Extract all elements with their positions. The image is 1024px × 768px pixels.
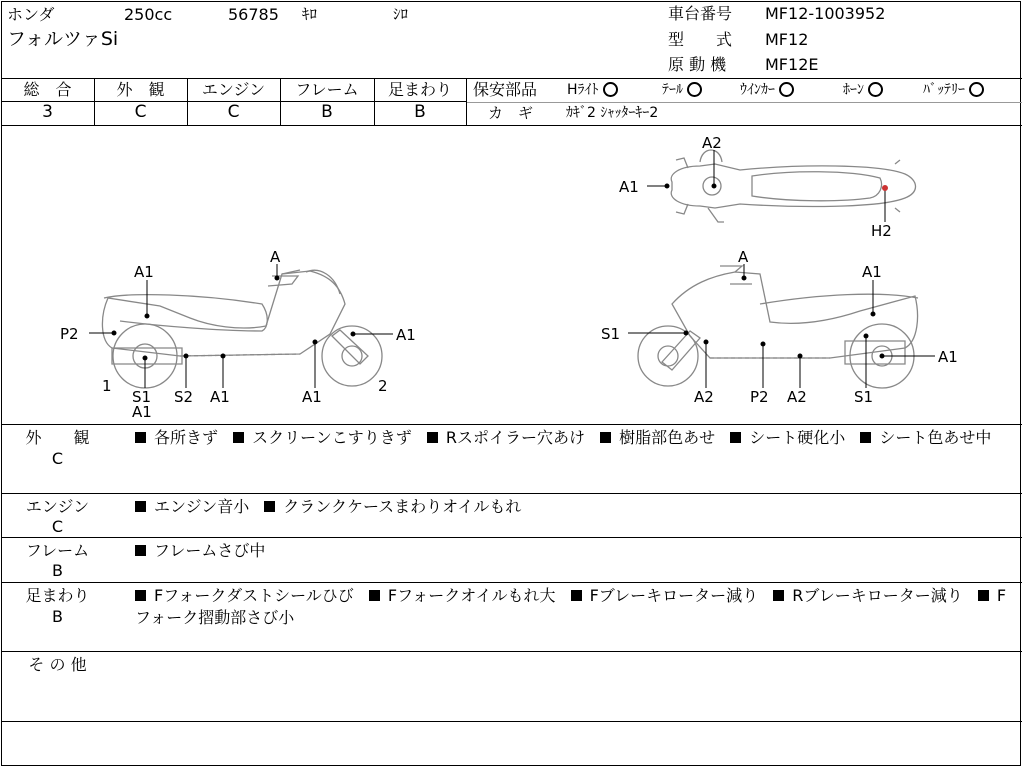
- rule-remark-5: [1, 721, 1022, 722]
- ok-circle-icon: [868, 82, 883, 97]
- rule-safety-mid: [467, 102, 1022, 103]
- mark-right-p2: P2: [750, 388, 769, 406]
- mark-top-a1: A1: [619, 178, 639, 196]
- mark-right-s1-front: S1: [601, 325, 621, 343]
- bullet-square-icon: [571, 590, 582, 601]
- bullet-square-icon: [730, 432, 741, 443]
- motorcycle-top-view: [671, 150, 915, 222]
- mark-left-s1: S1: [132, 388, 152, 406]
- safety-item-battery: [923, 82, 984, 97]
- remark-item-text: シート硬化小: [749, 428, 846, 447]
- bullet-square-icon: [773, 590, 784, 601]
- mark-left-a1-bottom: A1: [132, 403, 152, 421]
- remark-label-other: そ の 他: [28, 655, 87, 674]
- mark-left-p2: P2: [60, 325, 79, 343]
- mileage-value: 56785: [228, 5, 279, 24]
- safety-label: 保安部品: [473, 80, 538, 99]
- type-value: MF12: [765, 30, 809, 49]
- grade-value-engine: C: [227, 102, 240, 122]
- remark-list-engine: [135, 496, 1015, 518]
- bullet-square-icon: [600, 432, 611, 443]
- mark-top-h2: H2: [871, 222, 892, 240]
- ok-circle-icon: [687, 82, 702, 97]
- frame-no: MF12-1003952: [765, 4, 886, 23]
- remark-item: [135, 428, 218, 447]
- mark-right-a2-a: A2: [694, 388, 714, 406]
- remark-item: [264, 497, 521, 516]
- damage-labels: [60, 134, 958, 421]
- color: ｼﾛ: [393, 5, 409, 23]
- remark-item-text: Fフォークオイルもれ大: [387, 586, 556, 605]
- grade-label-exterior: 外 観: [116, 80, 165, 99]
- safety-item-winker: [740, 82, 794, 97]
- remark-grade-exterior: C: [51, 449, 64, 468]
- remark-item: [571, 586, 759, 605]
- displacement: 250cc: [124, 5, 173, 24]
- grade-value-suspension: B: [414, 102, 426, 122]
- rule-remark-2: [1, 537, 1022, 538]
- mark-left-a1-cover: A1: [302, 388, 322, 406]
- remark-item-text: Fフォークダストシールひび: [154, 586, 354, 605]
- frame-no-label: 車台番号: [668, 4, 733, 23]
- mark-left-a-top: A: [270, 248, 281, 266]
- remark-item-text: エンジン音小: [154, 497, 250, 516]
- remark-list-frame: [135, 540, 1015, 562]
- grade-label-frame: フレーム: [295, 80, 359, 99]
- mark-right-a2-b: A2: [787, 388, 807, 406]
- damage-markers: [89, 150, 935, 388]
- bullet-square-icon: [135, 432, 146, 443]
- remark-grade-engine: C: [51, 517, 64, 536]
- mark-right-a1-seat: A1: [862, 263, 882, 281]
- remark-label-engine: エンジン: [25, 497, 90, 516]
- motorcycle-right-side: [638, 266, 918, 388]
- mark-left-1: 1: [102, 377, 112, 395]
- remark-item-text: Rスポイラー穴あけ: [445, 428, 586, 447]
- remark-item-text: Rブレーキローター減り: [792, 586, 963, 605]
- mileage-unit: ｷﾛ: [302, 5, 318, 23]
- grade-label-overall: 総 合: [23, 80, 72, 99]
- mark-left-a1-front: A1: [396, 326, 416, 344]
- remark-item-text: 各所きず: [154, 428, 219, 447]
- remark-label-frame: フレーム: [25, 541, 90, 560]
- engine-label: 原 動 機: [668, 55, 727, 74]
- grade-value-frame: B: [321, 102, 333, 122]
- key-value: ｶｷﾞ2 ｼｬｯﾀｰｷｰ2: [566, 105, 659, 121]
- remark-list-exterior: [135, 427, 1015, 449]
- grade-value-exterior: C: [134, 102, 147, 122]
- ok-circle-icon: [779, 82, 794, 97]
- mark-left-a1-floor: A1: [210, 388, 230, 406]
- bullet-square-icon: [978, 590, 989, 601]
- remark-grade-frame: B: [52, 561, 63, 580]
- safety-item-label: Hﾗｲﾄ: [567, 82, 599, 98]
- bullet-square-icon: [860, 432, 871, 443]
- remark-list-suspension: [135, 585, 1015, 629]
- damage-diagram: [0, 126, 1022, 423]
- mark-left-2: 2: [378, 377, 388, 395]
- mark-left-a1-seat: A1: [134, 263, 154, 281]
- remark-item-text: Fフォーク摺動部さび小: [135, 586, 1007, 627]
- ok-circle-icon: [969, 82, 984, 97]
- bullet-square-icon: [427, 432, 438, 443]
- mark-right-s1-rear: S1: [854, 388, 874, 406]
- motorcycle-left-side: [102, 270, 382, 388]
- remark-item: [135, 541, 265, 560]
- remark-item: [730, 428, 845, 447]
- remark-grade-suspension: B: [52, 607, 63, 626]
- safety-item-horn: [843, 82, 883, 97]
- rule-header-bottom: [1, 78, 1022, 79]
- safety-item-label: ｳｲﾝｶｰ: [740, 82, 775, 98]
- bullet-square-icon: [135, 545, 146, 556]
- grade-label-suspension: 足まわり: [387, 80, 452, 99]
- rule-remark-3: [1, 582, 1022, 583]
- mark-right-a-top: A: [738, 248, 749, 266]
- remark-item-text: スクリーンこすりきず: [252, 428, 412, 447]
- safety-item-headlight: [567, 82, 618, 97]
- mark-left-s2: S2: [174, 388, 194, 406]
- remark-item-text: 樹脂部色あせ: [619, 428, 716, 447]
- remark-item-text: Fブレーキローター減り: [589, 586, 759, 605]
- key-label: カ ギ: [488, 104, 534, 122]
- remark-label-suspension: 足まわり: [25, 586, 90, 605]
- mark-top-a2: A2: [702, 134, 722, 152]
- bullet-square-icon: [233, 432, 244, 443]
- remark-item: [369, 586, 556, 605]
- rule-diagram-bottom: [1, 424, 1022, 425]
- remark-item: [233, 428, 412, 447]
- safety-item-label: ﾊﾞｯﾃﾘｰ: [923, 82, 965, 98]
- safety-item-label: ﾎｰﾝ: [843, 82, 864, 98]
- bullet-square-icon: [135, 590, 146, 601]
- rule-remark-4: [1, 651, 1022, 652]
- remark-item: [600, 428, 715, 447]
- remark-item: [773, 586, 962, 605]
- safety-item-label: ﾃｰﾙ: [662, 82, 683, 98]
- remark-item: [135, 586, 354, 605]
- remark-item-text: シート色あせ中: [879, 428, 992, 447]
- type-label: 型 式: [668, 30, 733, 49]
- bullet-square-icon: [264, 501, 275, 512]
- ok-circle-icon: [603, 82, 618, 97]
- mark-right-a1-rear: A1: [938, 348, 958, 366]
- remark-label-exterior: 外 観: [25, 428, 90, 447]
- remark-item-text: フレームさび中: [154, 541, 266, 560]
- rule-remark-1: [1, 493, 1022, 494]
- safety-item-tail: [662, 82, 702, 97]
- remark-item-text: クランクケースまわりオイルもれ: [283, 497, 522, 516]
- engine-value: MF12E: [765, 55, 819, 74]
- grade-value-overall: 3: [42, 102, 53, 122]
- model-name: フォルツァSi: [7, 28, 119, 50]
- remark-item: [135, 497, 249, 516]
- grade-label-engine: エンジン: [201, 80, 266, 99]
- remark-item: [860, 428, 991, 447]
- bullet-square-icon: [135, 501, 146, 512]
- maker: ホンダ: [7, 5, 55, 24]
- bullet-square-icon: [369, 590, 380, 601]
- remark-item: [427, 428, 585, 447]
